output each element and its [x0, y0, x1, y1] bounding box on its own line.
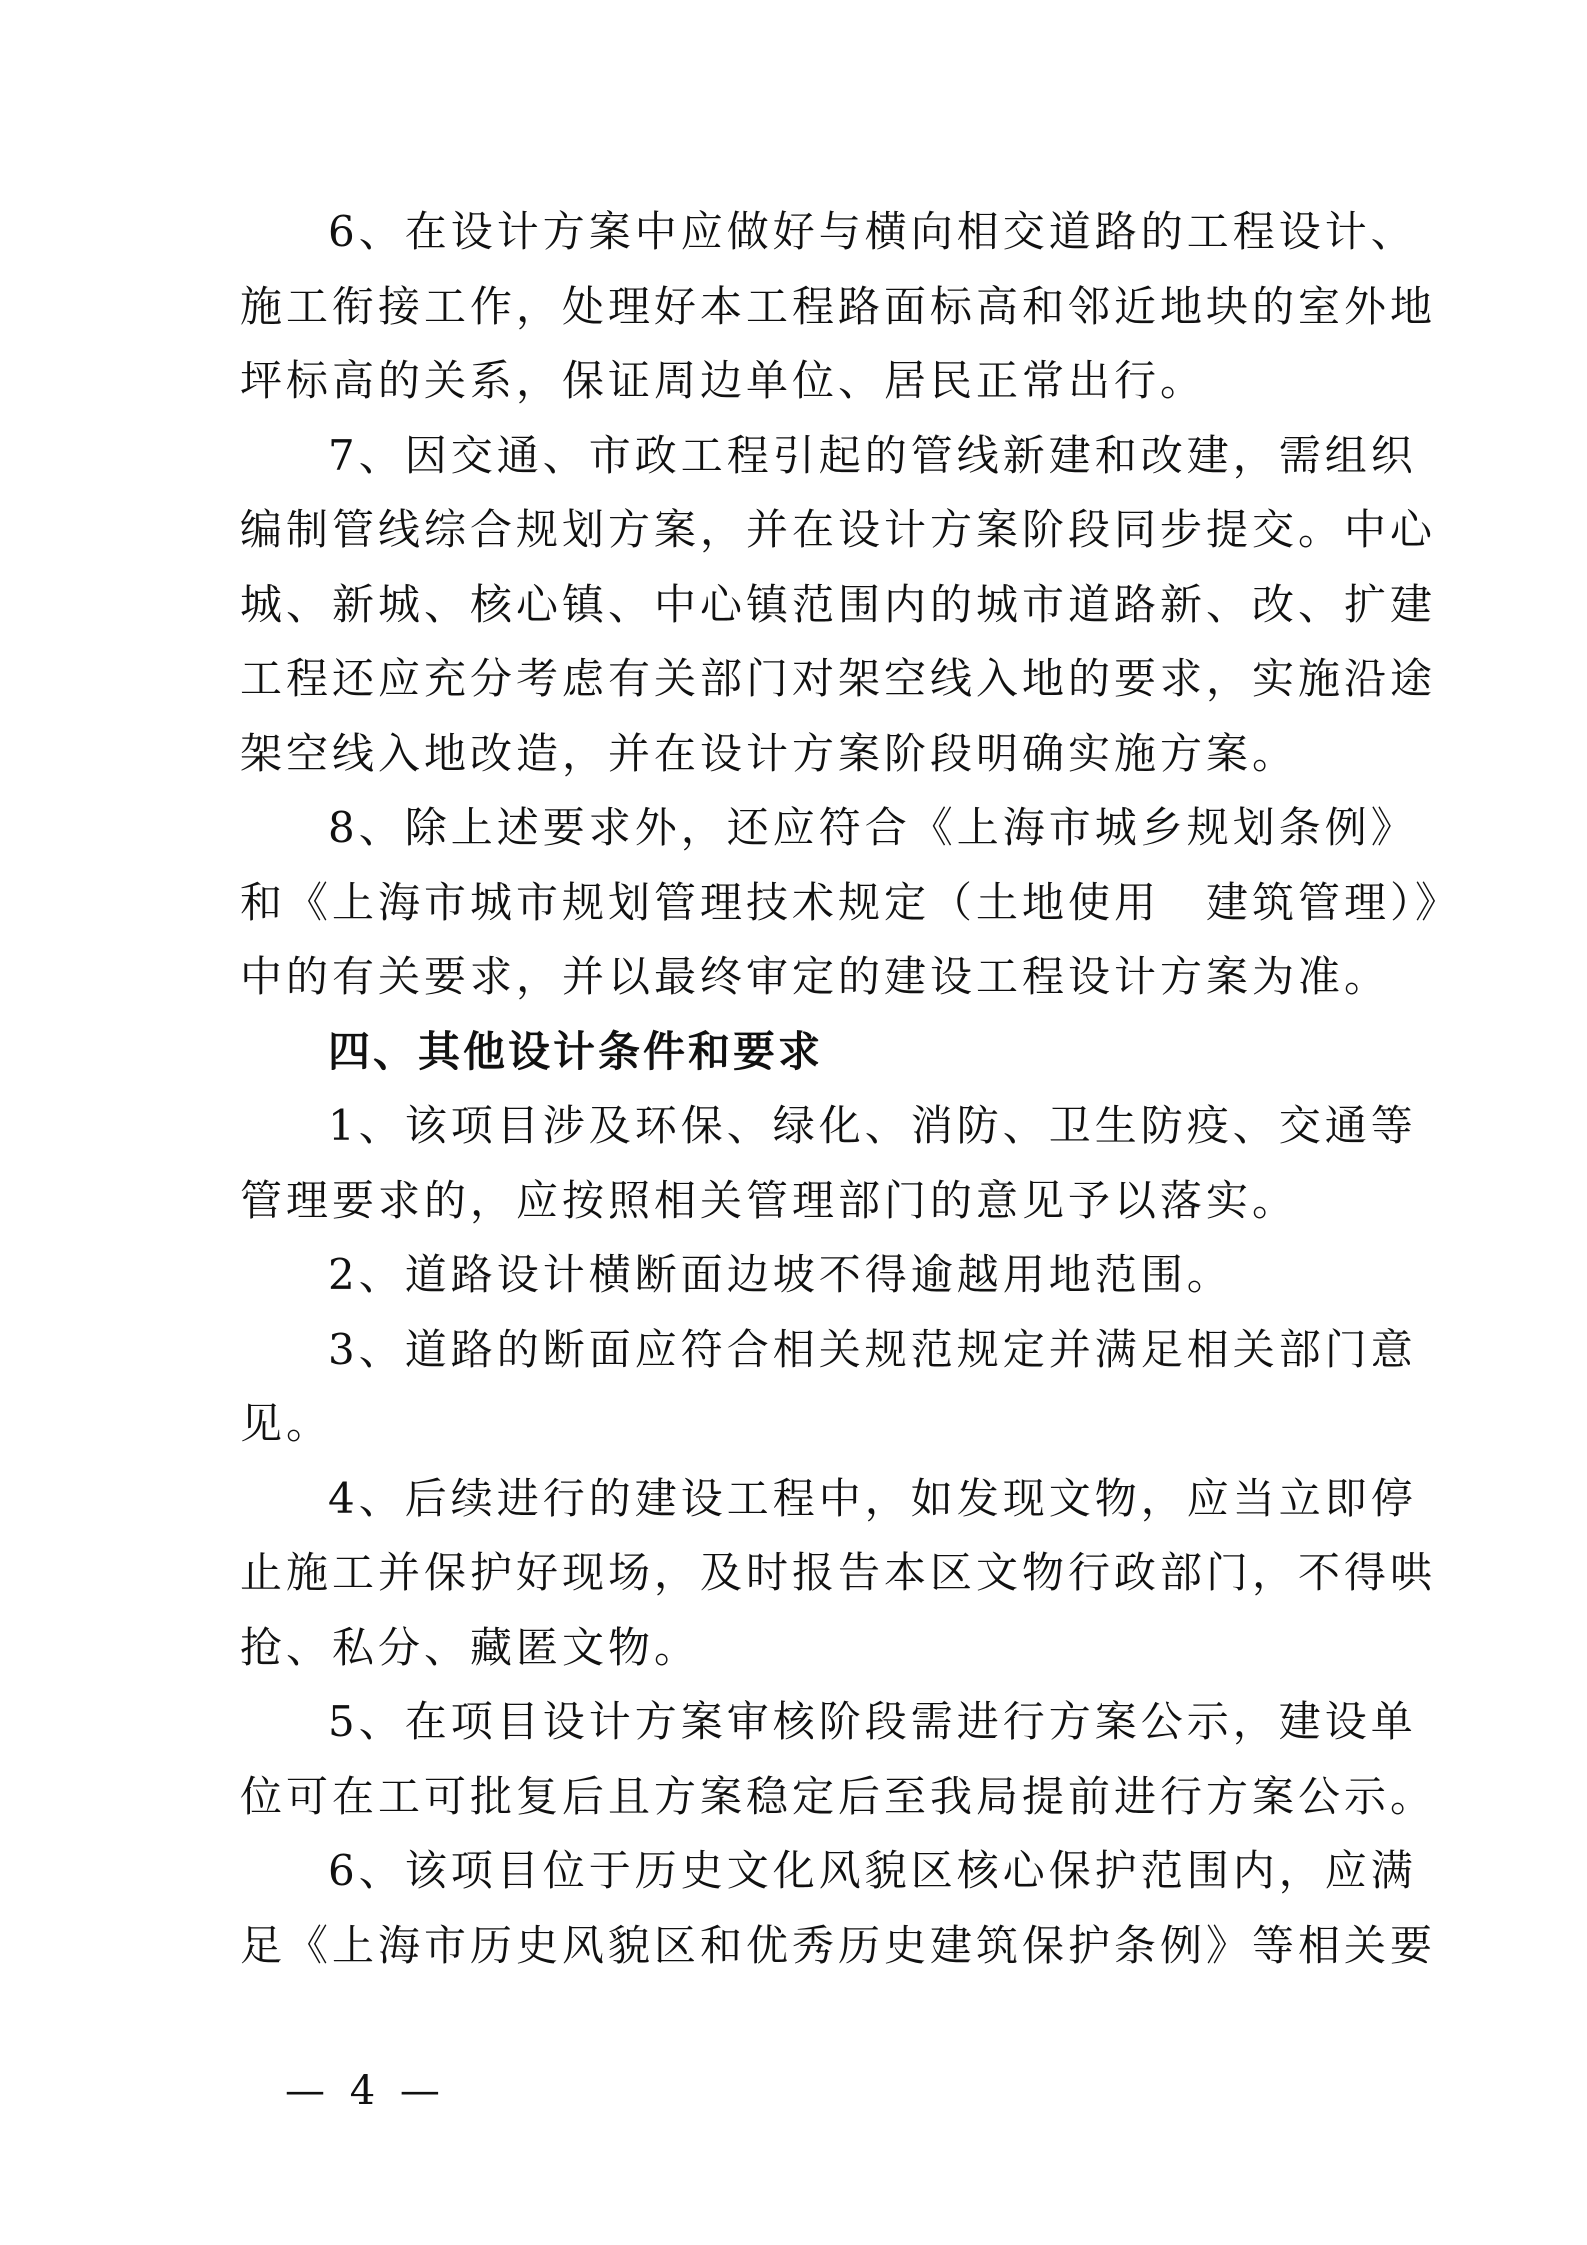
text-line: 架空线入地改造，并在设计方案阶段明确实施方案。 — [240, 728, 1299, 778]
text-line: 足《上海市历史风貌区和优秀历史建筑保护条例》等相关要 — [240, 1920, 1437, 1970]
text-line: 见。 — [240, 1399, 333, 1448]
text-line: 8、除上述要求外，还应符合《上海市城乡规划条例》 — [328, 803, 1417, 852]
list-item — [240, 1834, 1437, 1983]
text-line: 4、后续进行的建设工程中，如发现文物，应当立即停 — [328, 1473, 1417, 1523]
text-line: 编制管线综合规划方案，并在设计方案阶段同步提交。中心 — [240, 505, 1437, 554]
text-line: 管理要求的，应按照相关管理部门的意见予以落实。 — [240, 1175, 1299, 1225]
page-number: — 4 — — [285, 2068, 446, 2114]
list-item — [240, 1462, 1437, 1686]
list-item — [240, 1089, 1417, 1238]
paragraph — [240, 195, 1437, 419]
section-heading: 四、其他设计条件和要求 — [328, 1026, 824, 1076]
paragraph — [240, 419, 1437, 792]
text-line: 工程还应充分考虑有关部门对架空线入地的要求，实施沿途 — [240, 654, 1437, 703]
text-line: 中的有关要求，并以最终审定的建设工程设计方案为准。 — [240, 952, 1391, 1001]
text-line: 位可在工可批复后且方案稳定后至我局提前进行方案公示。 — [240, 1771, 1437, 1821]
text-line: 1、该项目涉及环保、绿化、消防、卫生防疫、交通等 — [328, 1101, 1417, 1150]
list-item — [240, 1685, 1437, 1834]
text-line: 和《上海市城市规划管理技术规定（土地使用 建筑管理）》 — [240, 877, 1462, 927]
text-line: 城、新城、核心镇、中心镇范围内的城市道路新、改、扩建 — [240, 579, 1437, 629]
text-line: 5、在项目设计方案审核阶段需进行方案公示，建设单 — [328, 1697, 1417, 1746]
paragraph — [240, 791, 1462, 1015]
text-line: 6、该项目位于历史文化风貌区核心保护范围内，应满 — [328, 1846, 1417, 1895]
text-line: 施工衔接工作，处理好本工程路面标高和邻近地块的室外地 — [240, 281, 1437, 331]
text-line: 坪标高的关系，保证周边单位、居民正常出行。 — [240, 356, 1207, 405]
document-body — [240, 195, 1462, 1983]
text-line: 3、道路的断面应符合相关规范规定并满足相关部门意 — [328, 1324, 1417, 1374]
text-line: 6、在设计方案中应做好与横向相交道路的工程设计、 — [328, 207, 1417, 256]
text-line: 2、道路设计横断面边坡不得逾越用地范围。 — [328, 1250, 1233, 1299]
list-item — [240, 1238, 1348, 1313]
list-item — [240, 1313, 1417, 1462]
text-line: 抢、私分、藏匿文物。 — [240, 1622, 701, 1672]
text-line: 止施工并保护好现场，及时报告本区文物行政部门，不得哄 — [240, 1548, 1437, 1597]
text-line: 7、因交通、市政工程引起的管线新建和改建，需组织 — [328, 430, 1417, 480]
